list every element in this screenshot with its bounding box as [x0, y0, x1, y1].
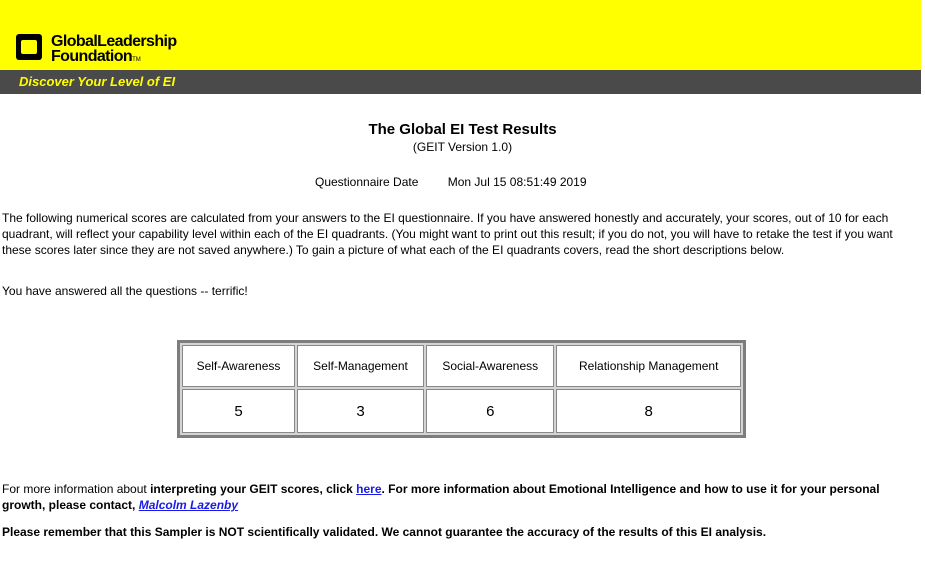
contact-link[interactable]: Malcolm Lazenby — [138, 498, 239, 512]
header-relationship-management: Relationship Management — [556, 345, 741, 387]
more-info-text1: interpreting your GEIT scores, click — [150, 482, 357, 496]
disclaimer: Please remember that this Sampler is NOT scientifically validated. We cannot guarantee the accuracy of the results of this EI analysis. — [2, 525, 767, 539]
score-relationship-management: 8 — [556, 389, 741, 433]
score-self-management: 3 — [297, 389, 424, 433]
logo-line1: GlobalLeadership — [51, 33, 177, 50]
score-social-awareness: 6 — [426, 389, 554, 433]
date-value: Mon Jul 15 08:51:49 2019 — [447, 175, 587, 189]
score-self-awareness: 5 — [182, 389, 295, 433]
more-info-prefix: For more information about — [2, 482, 151, 496]
logo-line2: Foundation — [51, 48, 133, 65]
header-banner — [0, 0, 921, 70]
site-header — [0, 0, 921, 94]
more-info-paragraph — [2, 481, 917, 513]
scores-table — [177, 340, 746, 438]
logo-trademark: TM — [132, 57, 141, 63]
tagline: Discover Your Level of EI — [19, 74, 176, 89]
logo-square-icon — [16, 34, 42, 60]
header-social-awareness: Social-Awareness — [426, 345, 554, 387]
intro-paragraph: The following numerical scores are calculated from your answers to the EI questionnaire. If you have answered honestly and accurately, your scores, out of 10 for each quadrant, will reflect your capability level within each of the EI quadrants. (You might want to print out this result; if you do not, you will have to retake the test if you want these scores later since they are not saved anywhere.) To gain a picture of what each of the EI quadrants covers, read the short descriptions below. — [2, 211, 893, 257]
questionnaire-date — [315, 175, 587, 189]
answered-status: You have answered all the questions -- terrific! — [2, 284, 248, 298]
header-self-awareness: Self-Awareness — [182, 345, 295, 387]
page-subtitle: (GEIT Version 1.0) — [412, 140, 513, 154]
here-link[interactable]: here — [356, 482, 382, 496]
date-label: Questionnaire Date — [315, 175, 419, 189]
header-self-management: Self-Management — [297, 345, 424, 387]
scores-header-row — [182, 345, 741, 387]
site-logo[interactable] — [51, 34, 177, 68]
tagline-bar — [0, 70, 921, 94]
page-title: The Global EI Test Results — [368, 121, 557, 138]
more-info-text2: . For more information about Emotional Intelligence and how to use it for your personal growth, please contact, — [2, 482, 880, 512]
scores-value-row — [182, 389, 741, 433]
